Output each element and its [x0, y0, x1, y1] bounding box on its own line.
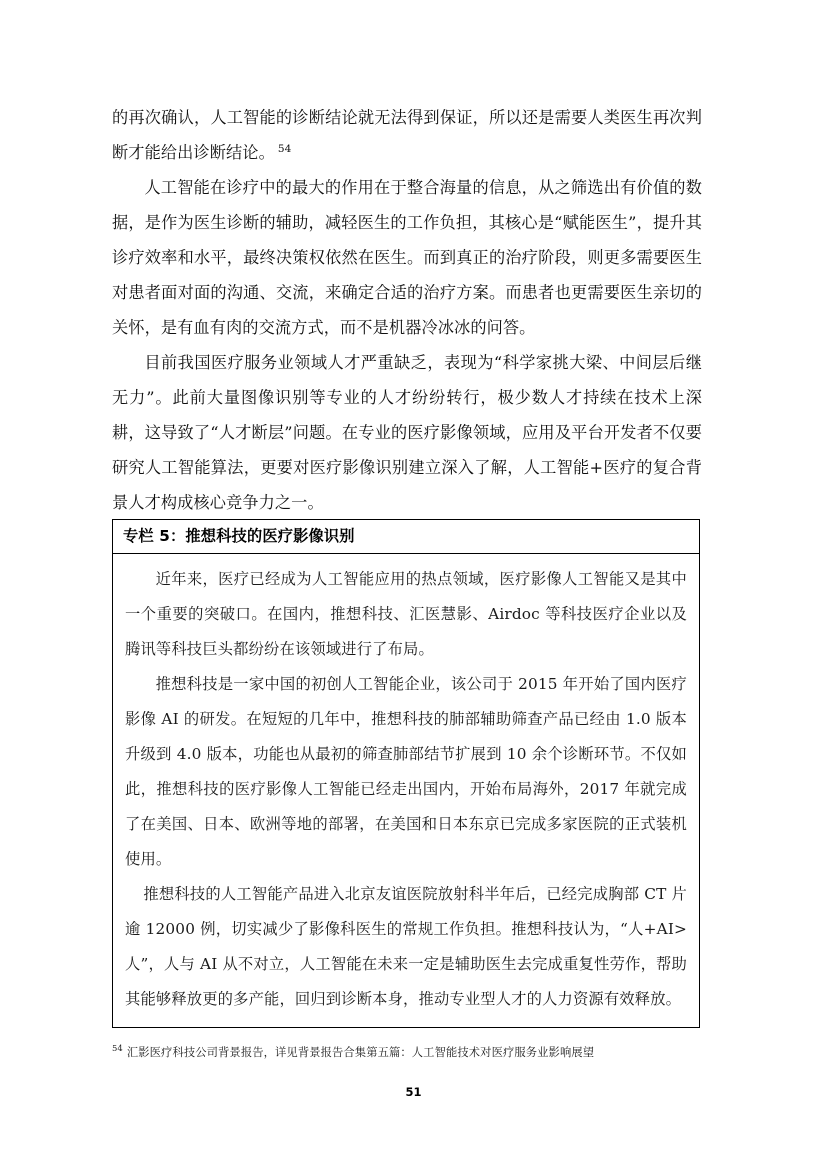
callout-paragraph-2: 推想科技是一家中国的初创人工智能企业，该公司于 2015 年开始了国内医疗影像 AI 的研发。在短短的几年中，推想科技的肺部辅助筛查产品已经由 1.0 版本升级到 4.0 版本，功能也从最初的筛查肺部结节扩展到 10 余个诊断环节。不仅如此，推想科技的医疗影像人工智能已经走出国内，开始布局海外，2017 年就完成了在美国、日本、欧洲等地的部署，在美国和日本东京已完成多家医院的正式装机使用。 — [125, 675, 687, 868]
callout-box-column-5 — [112, 519, 700, 1028]
body-paragraph-3: 目前我国医疗服务业领域人才严重缺乏，表现为“科学家挑大梁、中间层后继无力”。此前大量图像识别等专业的人才纷纷转行，极少数人才持续在技术上深耕，这导致了“人才断层”问题。在专业的医疗影像领域，应用及平台开发者不仅要研究人工智能算法，更要对医疗影像识别建立深入了解，人工智能+医疗的复合背景人才构成核心竞争力之一。 — [112, 353, 702, 512]
body-text-column — [112, 100, 702, 520]
footnote-text: 汇影医疗科技公司背景报告，详见背景报告合集第五篇：人工智能技术对医疗服务业影响展望 — [126, 1046, 595, 1059]
callout-paragraph-1: 近年来，医疗已经成为人工智能应用的热点领域，医疗影像人工智能又是其中一个重要的突破口。在国内，推想科技、汇医慧影、Airdoc 等科技医疗企业以及腾讯等科技巨头都纷纷在该领域进行了布局。 — [125, 570, 687, 658]
footnote-number: 54 — [112, 1043, 123, 1054]
body-paragraph-1-text: 的再次确认，人工智能的诊断结论就无法得到保证，所以还是需要人类医生再次判断才能给出诊断结论。 — [112, 108, 702, 162]
body-paragraph-2: 人工智能在诊疗中的最大的作用在于整合海量的信息，从之筛选出有价值的数据，是作为医生诊断的辅助，减轻医生的工作负担，其核心是“赋能医生”，提升其诊疗效率和水平，最终决策权依然在医生。而到真正的治疗阶段，则更多需要医生对患者面对面的沟通、交流，来确定合适的治疗方案。而患者也更需要医生亲切的关怀，是有血有肉的交流方式，而不是机器冷冰冰的问答。 — [112, 178, 702, 337]
callout-body — [113, 554, 699, 1027]
footnote — [112, 1044, 722, 1062]
body-paragraph-1 — [112, 100, 702, 170]
callout-paragraph-3: 推想科技的人工智能产品进入北京友谊医院放射科半年后，已经完成胸部 CT 片逾 12000 例，切实减少了影像科医生的常规工作负担。推想科技认为，“人+AI>人”，人与 AI 从不对立，人工智能在未来一定是辅助医生去完成重复性劳作，帮助其能够释放更的多产能，回归到诊断本身，推动专业型人才的人力资源有效释放。 — [125, 885, 687, 1008]
footnote-reference-54[interactable]: 54 — [277, 142, 292, 155]
callout-title: 专栏 5：推想科技的医疗影像识别 — [113, 520, 699, 554]
page-number: 51 — [405, 1085, 422, 1099]
